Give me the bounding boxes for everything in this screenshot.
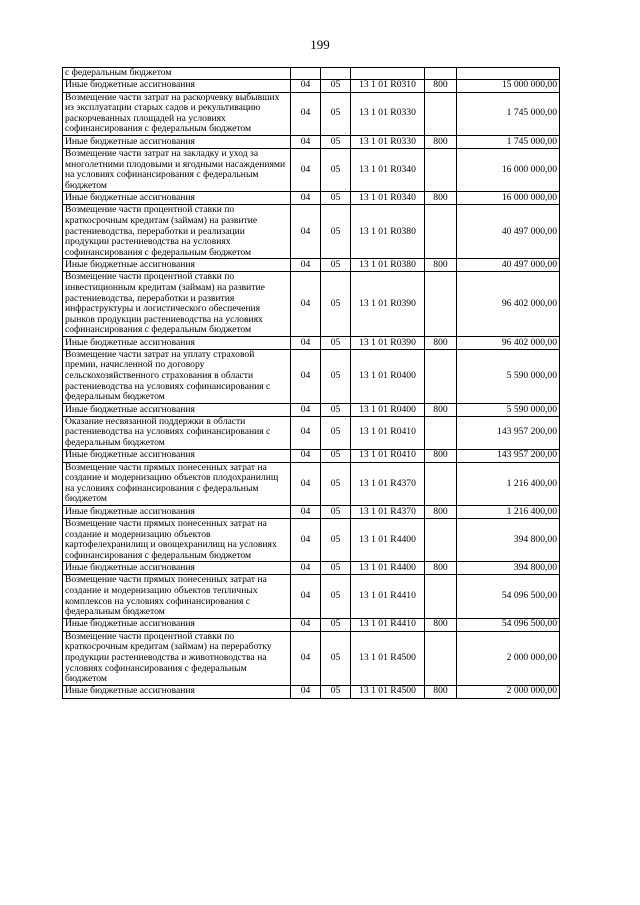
row-section: 04: [291, 272, 321, 337]
row-amount: 16 000 000,00: [457, 192, 560, 205]
row-subsection: 05: [321, 148, 351, 191]
row-section: 04: [291, 618, 321, 631]
row-subsection: [321, 68, 351, 80]
row-name: с федеральным бюджетом: [63, 68, 291, 80]
row-name: Иные бюджетные ассигнования: [63, 618, 291, 631]
row-expense-type: 800: [425, 506, 457, 519]
row-target-code: 13 1 01 R0400: [351, 349, 425, 403]
row-subsection: 05: [321, 519, 351, 562]
row-section: 04: [291, 449, 321, 462]
row-target-code: 13 1 01 R0410: [351, 416, 425, 449]
row-subsection: 05: [321, 272, 351, 337]
row-section: 04: [291, 562, 321, 575]
row-section: 04: [291, 462, 321, 505]
row-section: 04: [291, 192, 321, 205]
row-name: Оказание несвязанной поддержки в области растениеводства на условиях софинансирования с федеральным бюджетом: [63, 416, 291, 449]
row-expense-type: [425, 575, 457, 618]
row-name: Возмещение части затрат на раскорчевку выбывших из эксплуатации старых садов и рекультивацию раскорчеванных площадей на условиях софинансирования с федеральным бюджетом: [63, 92, 291, 135]
row-section: 04: [291, 349, 321, 403]
table-row: [63, 92, 560, 135]
row-subsection: 05: [321, 685, 351, 698]
row-name: Иные бюджетные ассигнования: [63, 135, 291, 148]
row-target-code: 13 1 01 R0330: [351, 92, 425, 135]
row-section: [291, 68, 321, 80]
table-row: [63, 68, 560, 80]
row-amount: 5 590 000,00: [457, 403, 560, 416]
row-subsection: 05: [321, 575, 351, 618]
row-target-code: [351, 68, 425, 80]
row-target-code: 13 1 01 R0390: [351, 272, 425, 337]
row-amount: 40 497 000,00: [457, 259, 560, 272]
row-expense-type: [425, 462, 457, 505]
row-target-code: 13 1 01 R0390: [351, 336, 425, 349]
row-target-code: 13 1 01 R0340: [351, 192, 425, 205]
row-target-code: 13 1 01 R4370: [351, 506, 425, 519]
budget-table: [62, 67, 560, 699]
row-target-code: 13 1 01 R4500: [351, 685, 425, 698]
row-name: Возмещение части прямых понесенных затрат на создание и модернизацию объектов тепличных комплексов на условиях софинансирования с федеральным бюджетом: [63, 575, 291, 618]
row-name: Возмещение части прямых понесенных затрат на создание и модернизацию объектов плодохранилищ на условиях софинансирования с федеральным бюджетом: [63, 462, 291, 505]
row-expense-type: [425, 148, 457, 191]
row-expense-type: [425, 631, 457, 685]
row-name: Возмещение части прямых понесенных затрат на создание и модернизацию объектов картофелехранилищ и овощехранилищ на условиях софинансирования с федеральным бюджетом: [63, 519, 291, 562]
table-row: [63, 205, 560, 259]
row-section: 04: [291, 135, 321, 148]
row-target-code: 13 1 01 R0330: [351, 135, 425, 148]
row-name: Иные бюджетные ассигнования: [63, 79, 291, 92]
row-amount: 5 590 000,00: [457, 349, 560, 403]
row-target-code: 13 1 01 R4400: [351, 562, 425, 575]
row-expense-type: [425, 205, 457, 259]
row-amount: 15 000 000,00: [457, 79, 560, 92]
row-name: Возмещение части процентной ставки по краткосрочным кредитам (займам) на переработку продукции растениеводства и животноводства на условиях софинансирования с федеральным бюджетом: [63, 631, 291, 685]
row-amount: 394 800,00: [457, 519, 560, 562]
table-row: [63, 403, 560, 416]
table-row: [63, 416, 560, 449]
table-row: [63, 506, 560, 519]
row-subsection: 05: [321, 449, 351, 462]
table-row: [63, 259, 560, 272]
row-expense-type: 800: [425, 618, 457, 631]
row-amount: 96 402 000,00: [457, 336, 560, 349]
row-amount: 16 000 000,00: [457, 148, 560, 191]
table-row: [63, 685, 560, 698]
table-row: [63, 562, 560, 575]
row-section: 04: [291, 148, 321, 191]
row-section: 04: [291, 259, 321, 272]
row-subsection: 05: [321, 631, 351, 685]
row-target-code: 13 1 01 R0410: [351, 449, 425, 462]
row-amount: 394 800,00: [457, 562, 560, 575]
table-row: [63, 135, 560, 148]
row-section: 04: [291, 631, 321, 685]
row-subsection: 05: [321, 135, 351, 148]
row-target-code: 13 1 01 R0340: [351, 148, 425, 191]
row-target-code: 13 1 01 R4400: [351, 519, 425, 562]
row-target-code: 13 1 01 R4410: [351, 575, 425, 618]
row-subsection: 05: [321, 349, 351, 403]
row-amount: 2 000 000,00: [457, 631, 560, 685]
row-target-code: 13 1 01 R4500: [351, 631, 425, 685]
row-subsection: 05: [321, 416, 351, 449]
row-name: Иные бюджетные ассигнования: [63, 192, 291, 205]
table-row: [63, 272, 560, 337]
table-row: [63, 519, 560, 562]
budget-table-body: [63, 68, 560, 699]
row-section: 04: [291, 519, 321, 562]
row-name: Иные бюджетные ассигнования: [63, 562, 291, 575]
row-subsection: 05: [321, 562, 351, 575]
row-section: 04: [291, 685, 321, 698]
row-amount: 1 216 400,00: [457, 462, 560, 505]
row-amount: 143 957 200,00: [457, 449, 560, 462]
page-number: 199: [310, 37, 330, 52]
row-subsection: 05: [321, 336, 351, 349]
row-section: 04: [291, 416, 321, 449]
row-subsection: 05: [321, 92, 351, 135]
table-row: [63, 618, 560, 631]
row-name: Иные бюджетные ассигнования: [63, 259, 291, 272]
row-expense-type: 800: [425, 685, 457, 698]
table-row: [63, 575, 560, 618]
row-amount: 96 402 000,00: [457, 272, 560, 337]
row-amount: 1 745 000,00: [457, 135, 560, 148]
row-expense-type: 800: [425, 259, 457, 272]
row-section: 04: [291, 575, 321, 618]
table-row: [63, 336, 560, 349]
row-expense-type: [425, 416, 457, 449]
row-name: Иные бюджетные ассигнования: [63, 506, 291, 519]
row-subsection: 05: [321, 205, 351, 259]
row-expense-type: [425, 68, 457, 80]
row-name: Возмещение части процентной ставки по краткосрочным кредитам (займам) на развитие растениеводства, переработки и реализации продукции растениеводства на условиях софинансирования с федеральным бюджетом: [63, 205, 291, 259]
row-target-code: 13 1 01 R4410: [351, 618, 425, 631]
table-row: [63, 148, 560, 191]
row-expense-type: 800: [425, 562, 457, 575]
row-expense-type: 800: [425, 79, 457, 92]
row-name: Иные бюджетные ассигнования: [63, 449, 291, 462]
table-row: [63, 449, 560, 462]
row-target-code: 13 1 01 R0380: [351, 259, 425, 272]
row-expense-type: 800: [425, 403, 457, 416]
row-amount: 54 096 500,00: [457, 618, 560, 631]
table-row: [63, 79, 560, 92]
row-subsection: 05: [321, 79, 351, 92]
row-target-code: 13 1 01 R0380: [351, 205, 425, 259]
row-amount: [457, 68, 560, 80]
row-target-code: 13 1 01 R0310: [351, 79, 425, 92]
row-section: 04: [291, 336, 321, 349]
row-section: 04: [291, 403, 321, 416]
table-row: [63, 631, 560, 685]
row-subsection: 05: [321, 462, 351, 505]
row-name: Возмещение части затрат на закладку и уход за многолетними плодовыми и ягодными насаждениями на условиях софинансирования с федеральным бюджетом: [63, 148, 291, 191]
row-subsection: 05: [321, 403, 351, 416]
table-row: [63, 192, 560, 205]
row-subsection: 05: [321, 259, 351, 272]
row-expense-type: 800: [425, 336, 457, 349]
table-row: [63, 462, 560, 505]
row-subsection: 05: [321, 192, 351, 205]
row-amount: 54 096 500,00: [457, 575, 560, 618]
row-name: Иные бюджетные ассигнования: [63, 685, 291, 698]
row-name: Иные бюджетные ассигнования: [63, 336, 291, 349]
row-name: Возмещение части затрат на уплату страховой премии, начисленной по договору сельскохозяйственного страхования в области растениеводства на условиях софинансирования с федеральным бюджетом: [63, 349, 291, 403]
row-section: 04: [291, 79, 321, 92]
row-expense-type: [425, 519, 457, 562]
row-expense-type: 800: [425, 449, 457, 462]
table-row: [63, 349, 560, 403]
row-amount: 2 000 000,00: [457, 685, 560, 698]
row-name: Возмещение части процентной ставки по инвестиционным кредитам (займам) на развитие растениеводства, переработки и развития инфраструктуры и логистического обеспечения рынков продукции растениеводства на условиях софинансирования с федеральным бюджетом: [63, 272, 291, 337]
row-amount: 1 216 400,00: [457, 506, 560, 519]
row-target-code: 13 1 01 R4370: [351, 462, 425, 505]
row-expense-type: 800: [425, 192, 457, 205]
row-amount: 1 745 000,00: [457, 92, 560, 135]
row-subsection: 05: [321, 506, 351, 519]
row-expense-type: [425, 92, 457, 135]
row-amount: 40 497 000,00: [457, 205, 560, 259]
row-amount: 143 957 200,00: [457, 416, 560, 449]
row-name: Иные бюджетные ассигнования: [63, 403, 291, 416]
row-expense-type: [425, 272, 457, 337]
row-section: 04: [291, 205, 321, 259]
row-subsection: 05: [321, 618, 351, 631]
row-section: 04: [291, 92, 321, 135]
row-expense-type: [425, 349, 457, 403]
row-section: 04: [291, 506, 321, 519]
row-expense-type: 800: [425, 135, 457, 148]
row-target-code: 13 1 01 R0400: [351, 403, 425, 416]
